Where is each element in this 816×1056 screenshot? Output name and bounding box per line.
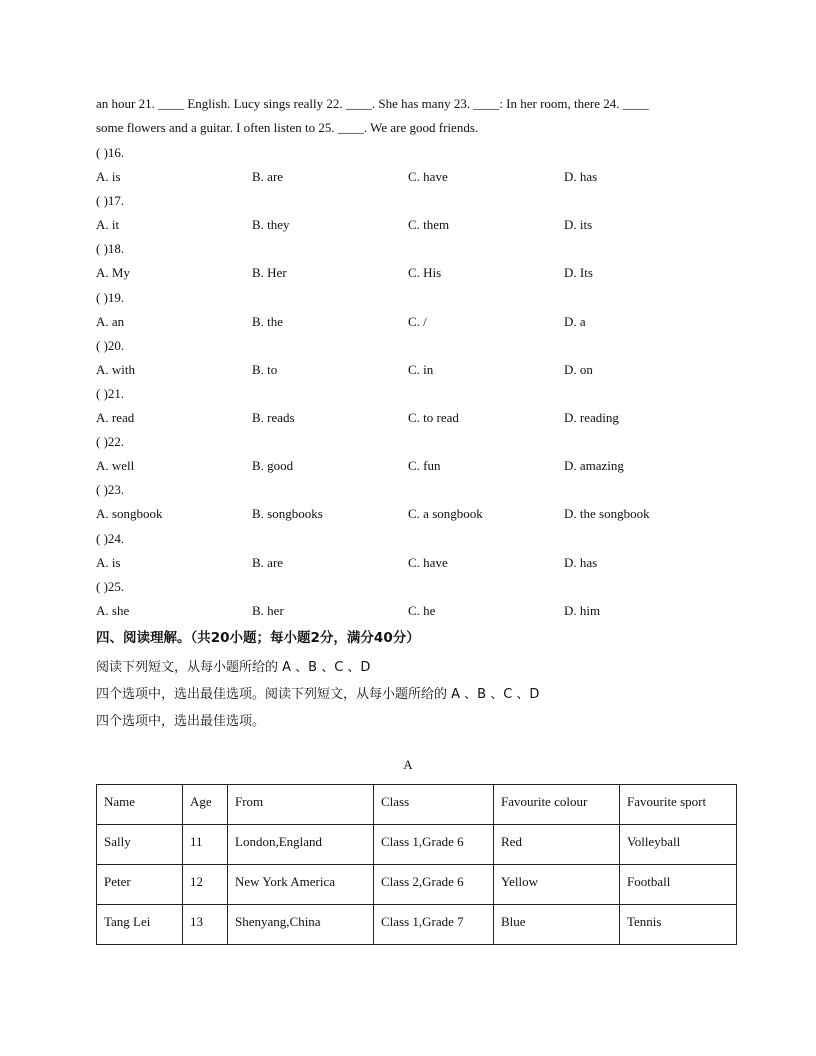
option-a: A. she (96, 602, 130, 618)
passage-label: A (403, 757, 413, 772)
student-info-table (96, 784, 737, 945)
instruction-line-3: 四个选项中，选出最佳选项。 (96, 714, 266, 729)
question-number: ( )20. (96, 337, 125, 353)
option-c: C. to read (408, 410, 459, 425)
table-cell: Tang Lei (97, 905, 183, 945)
option-row (0, 362, 816, 378)
option-c: C. them (408, 217, 450, 233)
section-heading: 四、阅读理解。（共20小题；每小题2分，满分40分） (96, 630, 420, 646)
table-cell: Blue (494, 905, 620, 945)
question-number: ( )17. (96, 193, 125, 209)
option-a: A. My (96, 265, 130, 281)
instruction-line-1: 阅读下列短文，从每小题所给的 A 、B 、C 、D (96, 660, 371, 675)
option-b: B. are (252, 169, 284, 184)
table-cell: Yellow (494, 865, 620, 905)
question-number: ( )22. (96, 434, 125, 450)
option-a: A. songbook (96, 506, 163, 522)
option-row (0, 265, 816, 281)
option-c: C. His (408, 265, 442, 281)
question-number: ( )23. (96, 482, 125, 498)
option-row (0, 314, 816, 330)
table-cell: Red (494, 825, 620, 865)
option-a: A. it (96, 217, 120, 233)
table-header-cell: From (228, 785, 374, 825)
table-cell: Class 1,Grade 7 (374, 905, 494, 945)
table-cell: Football (620, 865, 737, 905)
table-row (97, 825, 737, 865)
option-b: B. her (252, 602, 284, 618)
question-number: ( )16. (96, 145, 125, 160)
option-d: D. reading (564, 410, 619, 425)
option-b: B. reads (252, 410, 295, 425)
question-number: ( )19. (96, 289, 125, 305)
option-a: A. an (96, 313, 125, 329)
table-cell: Sally (97, 825, 183, 865)
table-header-cell: Class (374, 785, 494, 825)
option-b: B. they (252, 217, 290, 233)
table-header-cell: Age (183, 785, 228, 825)
option-row (0, 458, 816, 474)
option-a: A. with (96, 361, 135, 377)
question-number: ( )24. (96, 530, 125, 546)
option-row (0, 217, 816, 233)
option-row (0, 169, 816, 185)
question-number: ( )18. (96, 241, 125, 257)
option-d: D. a (564, 313, 586, 329)
option-d: D. Its (564, 265, 593, 281)
table-cell: Shenyang,China (228, 905, 374, 945)
option-c: C. he (408, 602, 436, 618)
option-b: B. the (252, 313, 284, 329)
table-cell: Class 2,Grade 6 (374, 865, 494, 905)
table-cell: 11 (183, 825, 228, 865)
option-b: B. songbooks (252, 506, 323, 522)
option-c: C. fun (408, 458, 441, 474)
table-cell: Peter (97, 865, 183, 905)
table-cell: Class 1,Grade 6 (374, 825, 494, 865)
option-d: D. on (564, 361, 593, 377)
table-header-cell: Favourite colour (494, 785, 620, 825)
passage-line-2: some flowers and a guitar. I often listen to 25. ____. We are good friends. (96, 120, 479, 135)
option-row (0, 410, 816, 426)
option-a: A. is (96, 169, 121, 184)
table-header-cell: Favourite sport (620, 785, 737, 825)
option-b: B. good (252, 458, 294, 474)
option-b: B. Her (252, 265, 287, 281)
option-d: D. the songbook (564, 506, 650, 522)
option-a: A. is (96, 554, 121, 570)
table-header-cell: Name (97, 785, 183, 825)
option-c: C. a songbook (408, 506, 483, 522)
option-d: D. has (564, 169, 598, 184)
table-row (97, 865, 737, 905)
option-row (0, 555, 816, 571)
passage-line-1: an hour 21. ____ English. Lucy sings really 22. ____. She has many 23. ____: In her room, there 24. ____ (96, 96, 649, 111)
option-b: B. are (252, 554, 284, 570)
option-d: D. amazing (564, 458, 624, 474)
option-row (0, 603, 816, 619)
table-cell: Tennis (620, 905, 737, 945)
option-c: C. have (408, 169, 448, 184)
option-b: B. to (252, 361, 278, 377)
question-number: ( )25. (96, 578, 125, 594)
table-cell: 12 (183, 865, 228, 905)
option-c: C. have (408, 554, 448, 570)
option-d: D. him (564, 602, 601, 618)
table-header-row (97, 785, 737, 825)
question-number: ( )21. (96, 386, 125, 401)
option-d: D. has (564, 554, 598, 570)
table-cell: London,England (228, 825, 374, 865)
option-a: A. read (96, 410, 135, 425)
option-d: D. its (564, 217, 593, 233)
option-c: C. in (408, 361, 434, 377)
table-cell: New York America (228, 865, 374, 905)
option-a: A. well (96, 458, 135, 474)
table-cell: Volleyball (620, 825, 737, 865)
table-cell: 13 (183, 905, 228, 945)
instruction-line-2: 四个选项中，选出最佳选项。阅读下列短文，从每小题所给的 A 、B 、C 、D (96, 687, 540, 702)
option-c: C. / (408, 313, 427, 329)
option-row (0, 506, 816, 522)
table-row (97, 905, 737, 945)
